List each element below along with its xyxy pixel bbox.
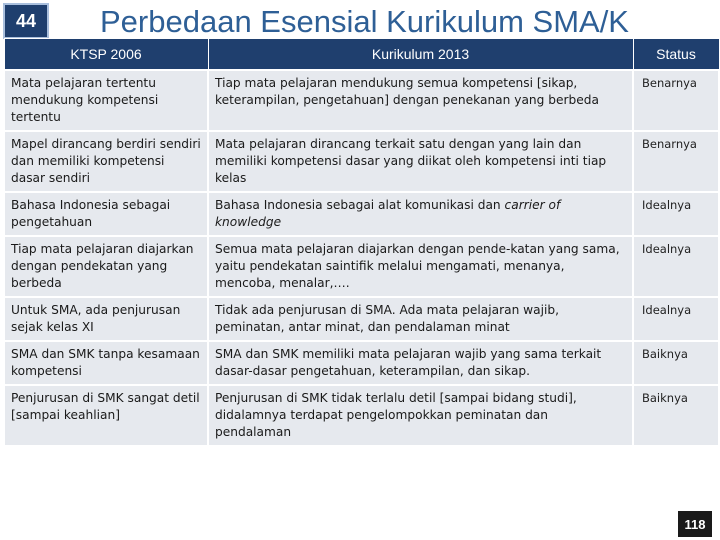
ktsp-cell: Bahasa Indonesia sebagai pengetahuan bbox=[4, 192, 208, 236]
table-row bbox=[4, 341, 719, 385]
k13-cell bbox=[208, 70, 633, 131]
k13-text: Mata pelajaran dirancang terkait satu dengan yang lain dan memiliki kompetensi dasar yang diikat oleh kompetensi inti tiap kelas bbox=[215, 137, 607, 185]
k13-italic-text: carrier of knowledge bbox=[215, 198, 561, 229]
status-cell: Benarnya bbox=[633, 131, 719, 192]
k13-cell bbox=[208, 385, 633, 446]
page-number: 118 bbox=[678, 511, 712, 537]
column-header-ktsp: KTSP 2006 bbox=[4, 39, 208, 71]
k13-cell bbox=[208, 192, 633, 236]
table-row bbox=[4, 131, 719, 192]
ktsp-cell: Untuk SMA, ada penjurusan sejak kelas XI bbox=[4, 297, 208, 341]
page-title: Perbedaan Esensial Kurikulum SMA/K bbox=[100, 4, 629, 39]
status-cell: Idealnya bbox=[633, 236, 719, 297]
status-cell: Idealnya bbox=[633, 297, 719, 341]
table-row bbox=[4, 236, 719, 297]
k13-cell bbox=[208, 297, 633, 341]
ktsp-cell: Tiap mata pelajaran diajarkan dengan pendekatan yang berbeda bbox=[4, 236, 208, 297]
k13-cell bbox=[208, 131, 633, 192]
ktsp-cell: Mapel dirancang berdiri sendiri dan memiliki kompetensi dasar sendiri bbox=[4, 131, 208, 192]
status-cell: Benarnya bbox=[633, 70, 719, 131]
ktsp-cell: Penjurusan di SMK sangat detil [sampai keahlian] bbox=[4, 385, 208, 446]
column-header-k13: Kurikulum 2013 bbox=[208, 39, 633, 71]
k13-text: Tiap mata pelajaran mendukung semua kompetensi [sikap, keterampilan, pengetahuan] dengan penekanan yang berbeda bbox=[215, 76, 599, 107]
table-row bbox=[4, 192, 719, 236]
k13-text: Semua mata pelajaran diajarkan dengan pende-katan yang sama, yaitu pendekatan saintifik melalui mengamati, menanya, mencoba, menalar,…. bbox=[215, 242, 620, 290]
comparison-table bbox=[3, 38, 720, 447]
ktsp-cell: SMA dan SMK tanpa kesamaan kompetensi bbox=[4, 341, 208, 385]
status-cell: Idealnya bbox=[633, 192, 719, 236]
table-row bbox=[4, 385, 719, 446]
table-row bbox=[4, 297, 719, 341]
k13-text: Tidak ada penjurusan di SMA. Ada mata pelajaran wajib, peminatan, antar minat, dan pendalaman minat bbox=[215, 303, 559, 334]
k13-cell bbox=[208, 341, 633, 385]
table-header-row bbox=[4, 39, 719, 71]
table-row bbox=[4, 70, 719, 131]
k13-cell bbox=[208, 236, 633, 297]
status-cell: Baiknya bbox=[633, 341, 719, 385]
status-cell: Baiknya bbox=[633, 385, 719, 446]
slide-number-badge: 44 bbox=[3, 3, 49, 39]
k13-text: Bahasa Indonesia sebagai alat komunikasi dan bbox=[215, 198, 505, 212]
k13-text: Penjurusan di SMK tidak terlalu detil [sampai bidang studi], didalamnya terdapat pengelompokkan peminatan dan pendalaman bbox=[215, 391, 577, 439]
k13-text: SMA dan SMK memiliki mata pelajaran wajib yang sama terkait dasar-dasar pengetahuan, keterampilan, dan sikap. bbox=[215, 347, 602, 378]
column-header-status: Status bbox=[633, 39, 719, 71]
ktsp-cell: Mata pelajaran tertentu mendukung kompetensi tertentu bbox=[4, 70, 208, 131]
